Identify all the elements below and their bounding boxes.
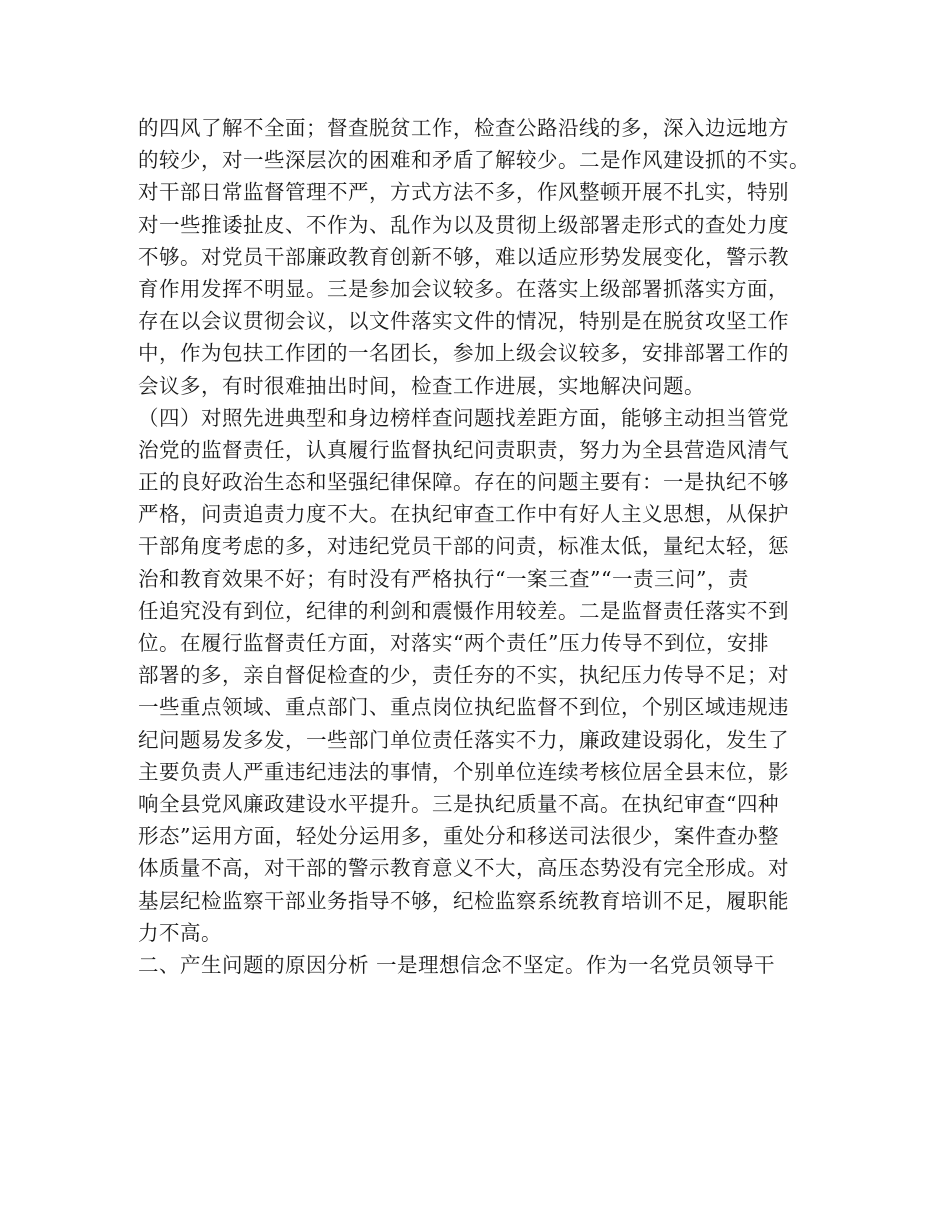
text-line: 中，作为包扶工作团的一名团长，参加上级会议较多，安排部署工作的 [138, 341, 789, 366]
text-line: 主要负责人严重违纪违法的事情，个别单位连续考核位居全县末位，影 [138, 759, 789, 784]
text-line: 不够。对党员干部廉政教育创新不够，难以适应形势发展变化，警示教 [138, 244, 789, 269]
text-line: 的较少，对一些深层次的困难和矛盾了解较少。二是作风建设抓的不实。 [138, 148, 810, 173]
text-line: 严格，问责追责力度不大。在执纪审查工作中有好人主义思想，从保护 [138, 502, 789, 527]
text-line: 对干部日常监督管理不严，方式方法不多，作风整顿开展不扎实，特别 [138, 180, 789, 205]
text-line: 基层纪检监察干部业务指导不够，纪检监察系统教育培训不足，履职能 [138, 888, 789, 913]
text-line: 对一些推诿扯皮、不作为、乱作为以及贯彻上级部署走形式的查处力度 [138, 212, 789, 237]
text-line: （四）对照先进典型和身边榜样查问题找差距方面，能够主动担当管党 [138, 405, 789, 430]
text-line: 形态”运用方面，轻处分运用多，重处分和移送司法很少，案件查办整 [138, 824, 779, 849]
text-line: 存在以会议贯彻会议，以文件落实文件的情况，特别是在脱贫攻坚工作 [138, 309, 789, 334]
text-line: 正的良好政治生态和坚强纪律保障。存在的问题主要有：一是执纪不够 [138, 470, 789, 495]
text-line: 体质量不高，对干部的警示教育意义不大，高压态势没有完全形成。对 [138, 856, 789, 881]
text-line: 干部角度考虑的多，对违纪党员干部的问责，标准太低，量纪太轻，惩 [138, 534, 789, 559]
document-body-text [138, 112, 818, 981]
text-line: 治党的监督责任，认真履行监督执纪问责职责，努力为全县营造风清气 [138, 437, 789, 462]
text-line: 的四风了解不全面；督查脱贫工作，检查公路沿线的多，深入边远地方 [138, 116, 789, 140]
text-line: 育作用发挥不明显。三是参加会议较多。在落实上级部署抓落实方面， [138, 276, 789, 301]
text-line: 二、产生问题的原因分析 一是理想信念不坚定。作为一名党员领导干 [138, 952, 776, 977]
text-line: 位。在履行监督责任方面，对落实“两个责任”压力传导不到位，安排 [138, 631, 769, 655]
text-line: 纪问题易发多发，一些部门单位责任落实不力，廉政建设弱化，发生了 [138, 727, 789, 752]
text-line: 力不高。 [138, 920, 222, 945]
text-line: 一些重点领域、重点部门、重点岗位执纪监督不到位，个别区域违规违 [138, 695, 789, 720]
text-line: 响全县党风廉政建设水平提升。三是执纪质量不高。在执纪审查“四种 [138, 791, 779, 816]
text-line: 部署的多，亲自督促检查的少，责任夯的不实，执纪压力传导不足；对 [138, 663, 789, 688]
text-line: 会议多，有时很难抽出时间，检查工作进展，实地解决问题。 [138, 373, 705, 398]
text-line: 治和教育效果不好；有时没有严格执行“一案三查”“一责三问”，责 [138, 566, 749, 591]
text-line: 任追究没有到位，纪律的利剑和震慑作用较差。二是监督责任落实不到 [138, 598, 789, 623]
